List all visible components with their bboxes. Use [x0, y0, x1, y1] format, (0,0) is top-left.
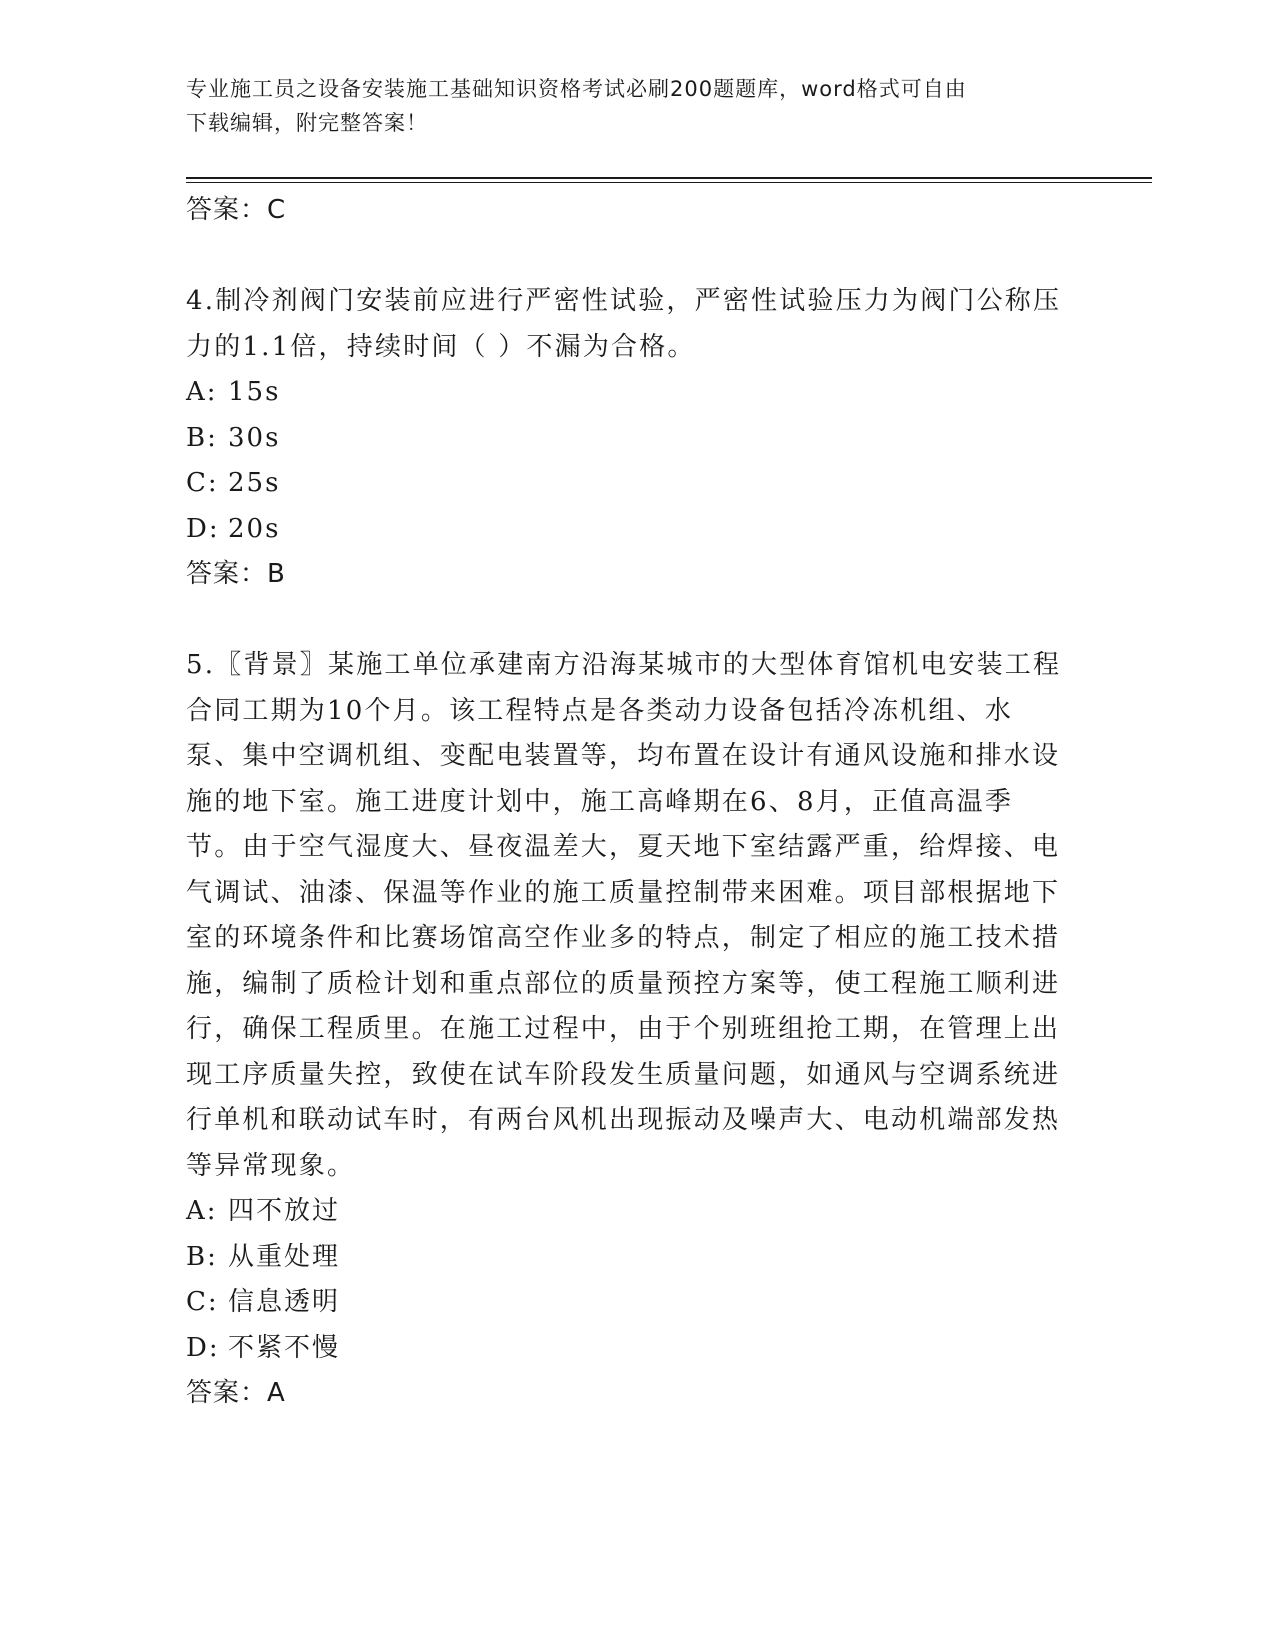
header-rule-thick [186, 177, 1152, 179]
option-text: 四不放过 [228, 1196, 341, 1226]
answer-line: 答案：A [186, 1378, 286, 1408]
option-text: 不紧不慢 [228, 1332, 341, 1363]
document-body [186, 188, 1066, 1416]
question-text: 5.〖背景〗某施工单位承建南方沿海某城市的大型体育馆机电安装工程合同工期为10个月。该工程特点是各类动力设备包括冷冻机组、水泵、集中空调机组、变配电装置等，均布置在设计有通风设施和排水设施的地下室。施工进度计划中，施工高峰期在6、8月，正值高温季节。由于空气湿度大、昼夜温差大，夏天地下室结露严重，给焊接、电气调试、油漆、保温等作业的施工质量控制带来困难。项目部根据地下室的环境条件和比赛场馆高空作业多的特点，制定了相应的施工技术措施，编制了质检计划和重点部位的质量预控方案等，使工程施工顺利进行，确保工程质里。在施工过程中，由于个别班组抢工期，在管理上出现工序质量失控，致使在试车阶段发生质量问题，如通风与空调系统进行单机和联动试车时，有两台风机出现振动及噪声大、电动机端部发热等异常现象。 [186, 650, 1062, 1181]
answer-line: 答案：B [186, 559, 286, 589]
option-c [186, 461, 1066, 507]
option-b [186, 1235, 1066, 1281]
header-line-1: 专业施工员之设备安装施工基础知识资格考试必刷200题题库，word格式可自由 [186, 77, 967, 101]
option-letter: C: [186, 1287, 219, 1317]
option-letter: A: [186, 1196, 218, 1226]
answer-previous: 答案：C [186, 195, 287, 225]
option-text: 15s [228, 377, 281, 407]
option-letter: D: [186, 1332, 220, 1363]
header-rule-thin [186, 182, 1152, 183]
header-line-2: 下载编辑，附完整答案！ [186, 111, 428, 135]
option-d [186, 507, 1066, 553]
option-a [186, 370, 1066, 416]
option-a [186, 1189, 1066, 1235]
spacer [186, 233, 1066, 279]
option-b [186, 416, 1066, 462]
document-header [186, 72, 1066, 140]
option-letter: B: [186, 1241, 218, 1272]
option-text: 25s [228, 468, 281, 498]
question-block-5 [186, 643, 1066, 1416]
option-c [186, 1280, 1066, 1326]
option-letter: A: [186, 377, 218, 407]
option-text: 20s [228, 513, 281, 544]
option-text: 30s [228, 422, 281, 453]
question-block-4 [186, 279, 1066, 597]
option-letter: B: [186, 422, 218, 453]
option-letter: D: [186, 513, 220, 544]
option-text: 信息透明 [228, 1287, 341, 1317]
question-text: 4.制冷剂阀门安装前应进行严密性试验，严密性试验压力为阀门公称压力的1.1倍，持续时间（ ）不漏为合格。 [186, 286, 1062, 362]
spacer [186, 597, 1066, 643]
option-text: 从重处理 [228, 1241, 341, 1272]
option-d [186, 1326, 1066, 1372]
option-letter: C: [186, 468, 219, 498]
